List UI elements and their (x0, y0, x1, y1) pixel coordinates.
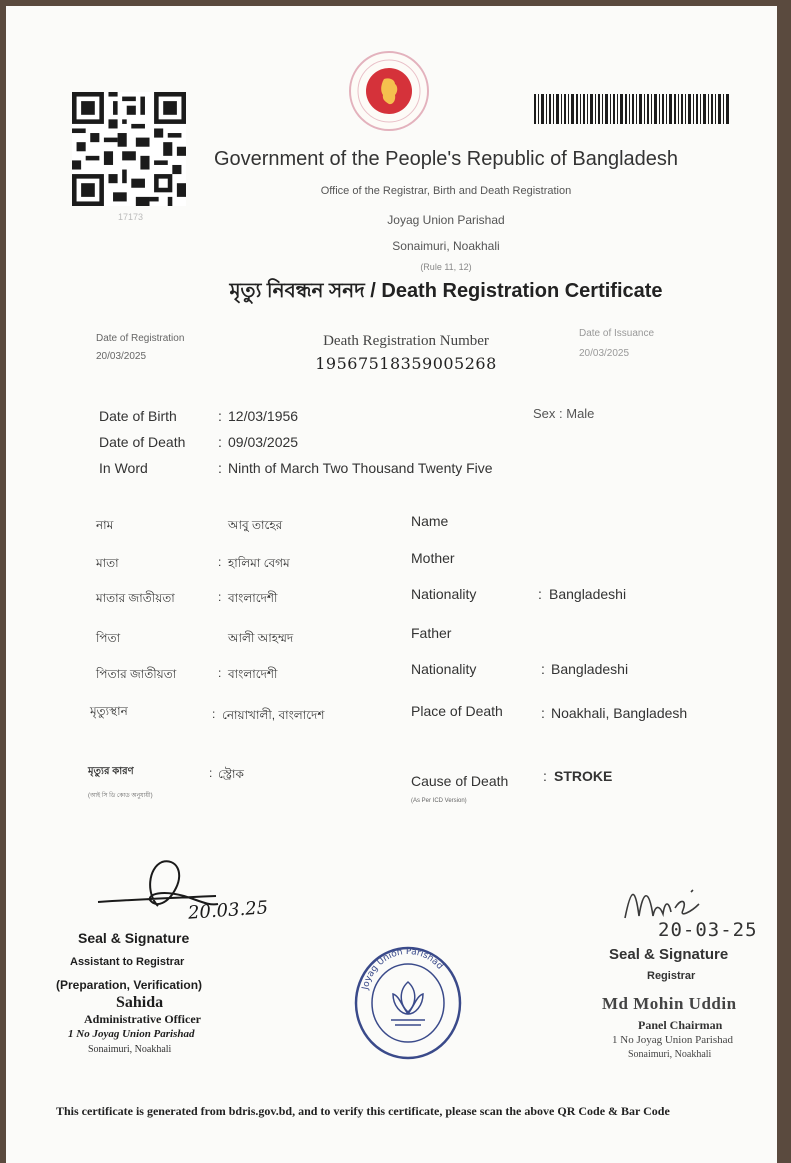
left-seal-title: Seal & Signature (78, 930, 190, 946)
registration-number-value: 19567518359005268 (315, 354, 497, 373)
dod-value: 09/03/2025 (228, 434, 299, 450)
government-emblem-icon (348, 50, 430, 132)
cause-bn-note: (আই সি ডি কোড অনুযায়ী) (88, 793, 153, 799)
right-office: 1 No Joyag Union Parishad (612, 1034, 733, 1046)
right-name: Md Mohin Uddin (602, 994, 737, 1013)
father-nationality-bn-value: বাংলাদেশী (228, 667, 278, 681)
place-bn-colon: : (212, 707, 216, 721)
mother-bn-colon: : (218, 555, 222, 569)
name-en-label: Name (411, 513, 449, 529)
cause-en-label: Cause of Death (411, 773, 509, 789)
mother-nationality-colon: : (538, 586, 542, 602)
left-role2: (Preparation, Verification) (56, 978, 203, 992)
location: Sonaimuri, Noakhali (392, 239, 500, 253)
certificate-title: মৃত্যু নিবন্ধন সনদ / Death Registration Certificate (229, 280, 663, 302)
cause-en-colon: : (543, 768, 547, 784)
issuance-date-label: Date of Issuance (579, 328, 655, 339)
place-en-colon: : (541, 705, 545, 721)
left-designation: Administrative Officer (84, 1012, 201, 1026)
right-place: Sonaimuri, Noakhali (628, 1049, 712, 1060)
mother-bn-label: মাতা (96, 556, 119, 570)
father-nationality-bn-colon: : (218, 666, 222, 680)
cause-bn-colon: : (209, 766, 213, 780)
issuance-date-value: 20/03/2025 (579, 348, 630, 359)
father-bn-value: আলী আহম্মদ (228, 631, 294, 645)
mother-nationality-bn-label: মাতার জাতীয়তা (96, 591, 175, 605)
sex-value: Sex : Male (533, 406, 595, 421)
svg-text:Joyag Union Parishad: Joyag Union Parishad (360, 946, 445, 991)
mother-nationality-en-label: Nationality (411, 586, 477, 602)
father-bn-label: পিতা (96, 631, 121, 645)
dod-label: Date of Death (99, 434, 186, 450)
dod-colon: : (218, 434, 222, 450)
barcode[interactable] (534, 94, 730, 124)
left-name: Sahida (116, 994, 164, 1011)
right-seal-title: Seal & Signature (609, 946, 729, 963)
cause-en-note: (As Per ICD Version) (411, 798, 467, 804)
dob-label: Date of Birth (99, 408, 177, 424)
right-handwritten-date: 20-03-25 (658, 919, 758, 941)
dob-colon: : (218, 408, 222, 424)
place-bn-value: নোয়াখালী, বাংলাদেশ (222, 708, 325, 722)
mother-nationality-en-value: Bangladeshi (549, 586, 627, 602)
office-heading: Office of the Registrar, Birth and Death Registration (320, 185, 572, 197)
dob-value: 12/03/1956 (228, 408, 299, 424)
registration-number-label: Death Registration Number (323, 333, 489, 349)
registration-date-value: 20/03/2025 (96, 351, 147, 362)
father-nationality-bn-label: পিতার জাতীয়তা (96, 667, 177, 681)
father-nationality-en-value: Bangladeshi (551, 661, 629, 677)
father-nationality-colon: : (541, 661, 545, 677)
father-nationality-en-label: Nationality (411, 661, 477, 677)
certificate-paper (6, 6, 777, 1163)
inword-value: Ninth of March Two Thousand Twenty Five (228, 460, 493, 476)
place-bn-label: মৃত্যুস্থান (90, 704, 128, 718)
name-bn-label: নাম (96, 518, 114, 532)
mother-bn-value: হালিমা বেগম (228, 556, 290, 570)
right-role: Registrar (647, 970, 696, 982)
union-seal-stamp (353, 946, 463, 1061)
right-designation: Panel Chairman (638, 1018, 723, 1032)
father-en-label: Father (411, 625, 452, 641)
place-en-value: Noakhali, Bangladesh (551, 705, 688, 721)
left-place: Sonaimuri, Noakhali (88, 1044, 172, 1055)
qr-number: 17173 (118, 212, 144, 222)
inword-label: In Word (99, 460, 148, 476)
verification-footer: This certificate is generated from bdris.gov.bd, and to verify this certificate, please scan the above QR Code & Bar Code (56, 1104, 670, 1118)
left-handwritten-date: 20.03.25 (187, 897, 269, 924)
name-bn-value: আবু তাহের (228, 518, 283, 532)
registration-date-label: Date of Registration (96, 333, 185, 344)
government-heading: Government of the People's Republic of Bangladesh (213, 148, 679, 170)
left-role: Assistant to Registrar (70, 956, 185, 968)
mother-nationality-bn-value: বাংলাদেশী (228, 591, 278, 605)
mother-en-label: Mother (411, 550, 455, 566)
mother-nationality-bn-colon: : (218, 590, 222, 604)
cause-bn-label: মৃত্যুর কারণ (88, 766, 134, 777)
left-office: 1 No Joyag Union Parishad (68, 1028, 195, 1040)
place-en-label: Place of Death (411, 703, 503, 719)
cause-bn-value: স্ট্রোক (218, 767, 244, 781)
inword-colon: : (218, 460, 222, 476)
union-name: Joyag Union Parishad (387, 213, 505, 227)
cause-en-value: STROKE (554, 768, 613, 784)
rule-reference: (Rule 11, 12) (420, 262, 472, 272)
